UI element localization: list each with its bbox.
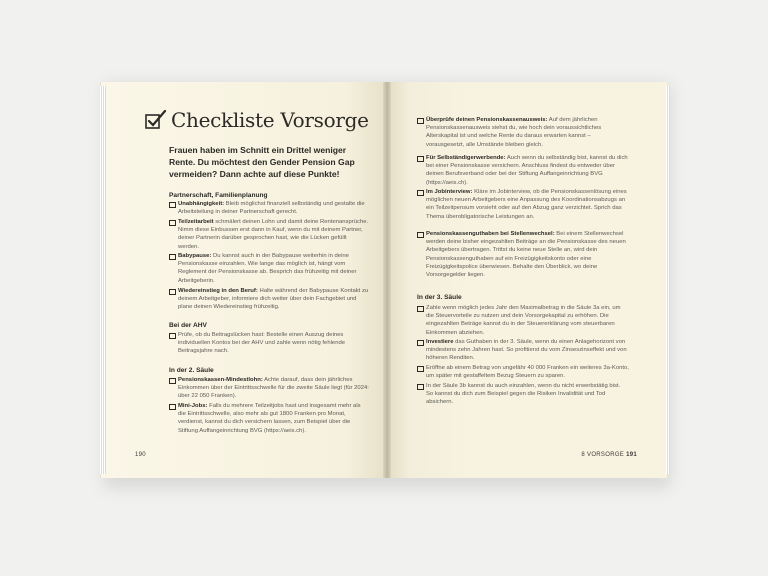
intro-text: Frauen haben im Schnitt ein Drittel weniger Rente. Du möchtest den Gender Pension Gap vermeiden? Dann achte auf diese Punkte!	[169, 145, 355, 179]
checkbox-icon	[417, 190, 424, 197]
section-heading-partnerschaft: Partnerschaft, Familienplanung	[169, 192, 268, 199]
page-edges-right	[666, 86, 670, 474]
section-heading-ahv: Bei der AHV	[169, 322, 207, 329]
title-row	[145, 108, 369, 132]
list-item: Wiedereinstieg in den Beruf: Halte während der Babypause Kontakt zu deinem Arbeitgeber, informiere dich weiter über dein Fachgebiet und plane deinen Wiedereinstieg frühzeitig.	[169, 287, 369, 312]
list-item: Eröffne ab einem Betrag von ungefähr 40 000 Franken ein weiteres 3a-Konto, um später mit gestaffeltem Bezug Steuern zu sparen.	[417, 364, 629, 380]
list-item: Prüfe, ob du Beitragslücken hast: Bestelle einen Auszug deines individuellen Kontos bei der AHV und zahle wenn nötig fehlende Beitragsjahre nach.	[169, 331, 369, 356]
book-spine	[383, 82, 391, 478]
checkbox-icon	[417, 118, 424, 125]
section-heading-3-saeule: In der 3. Säule	[417, 294, 462, 301]
checkbox-icon	[169, 254, 176, 261]
running-footer-right	[581, 452, 637, 458]
checkbox-icon	[169, 404, 176, 411]
page-number-right: 191	[626, 452, 637, 458]
checkbox-icon	[417, 156, 424, 163]
list-item: Mini-Jobs: Falls du mehrere Teilzeitjobs hast und insgesamt mehr als die Eintrittsschwelle, also mehr als gut 1800 Franken pro Monat, verdienst, kannst du dich versichern lassen, zum Beispiel über die Stiftung Auffangeinrichtung BVG (https://aeis.ch).	[169, 402, 369, 435]
list-item: In der Säule 3b kannst du auch einzahlen, wenn du nicht erwerbstätig bist. So kannst du dich zum Beispiel gegen die Risiken Invalidität und Tod absichern.	[417, 382, 629, 407]
list-item: Für Selbständigerwerbende: Auch wenn du selbständig bist, kannst du dich bei einer Pensionskasse versichern. Anschluss findest du entweder über deinen Berufsverband oder bei der Stiftung Auffangeinrichtung BVG (https://aeis.ch).	[417, 154, 629, 187]
running-head: 8 VORSORGE	[581, 452, 625, 458]
page-number-left: 190	[135, 452, 146, 458]
checkbox-icon	[417, 366, 424, 373]
list-item: Investiere das Guthaben in der 3. Säule, wenn du einen Anlagehorizont von mindestens zehn Jahren hast. So profitierst du vom Zinseszinseffekt und von höheren Renditen.	[417, 338, 629, 363]
checkbox-icon	[169, 220, 176, 227]
list-item: Zahle wenn möglich jedes Jahr den Maximalbetrag in die Säule 3a ein, um die Steuervorteile zu nutzen und dein Vorsorgekapital zu erhöhen. Die eingezahlten Beträge kannst du in der Steuererklärung vom steuerbaren Einkommen abziehen.	[417, 304, 629, 337]
list-item: Teilzeitarbeit schmälert deinen Lohn und damit deine Rentenansprüche. Nimm diese Einbussen erst dann in Kauf, wenn du mit deinem Partner, deiner Partnerin darüber gesprochen hast, wie die Lücken gefüllt werden.	[169, 218, 369, 251]
checkbox-icon	[169, 289, 176, 296]
left-page	[100, 82, 387, 478]
list-item: Unabhängigkeit: Bleib möglichst finanziell selbständig und gestalte die Arbeitsteilung in deiner Partnerschaft gerecht.	[169, 200, 369, 216]
page-edges-left	[100, 86, 106, 474]
checkbox-icon	[417, 306, 424, 313]
list-item: Babypause: Du kannst auch in der Babypause weiterhin in deine Pensionskasse einzahlen. Wie lange das möglich ist, hängt vom Reglement der Pensionskasse ab. Besprich das frühzeitig mit deiner Arbeitgeberin.	[169, 252, 369, 285]
page-title: Checkliste Vorsorge	[171, 108, 369, 132]
checkbox-check-icon	[145, 110, 167, 130]
right-page	[387, 82, 667, 478]
list-item: Pensionskassen-Mindestlohn: Achte darauf, dass dein jährliches Einkommen über der Eintrittsschwelle für die zweite Säule liegt (für 2024: über 22 050 Franken).	[169, 376, 369, 401]
checkbox-icon	[417, 384, 424, 391]
checkbox-icon	[417, 340, 424, 347]
checkbox-icon	[169, 333, 176, 340]
list-item: Pensionskassenguthaben bei Stellenwechsel: Bei einem Stellenwechsel werden deine bisher eingezahlten Beiträge an die Pensionskasse des neuen Arbeitgebers übertragen. Trittst du keine neue Stelle an, wird dein Pensionskassenguthaben auf ein Freizügigkeitskonto oder eine Freizügigkeitspolice überwiesen. Behalte den Überblick, wo deine Vorsorgegelder liegen.	[417, 230, 629, 279]
checkbox-icon	[169, 202, 176, 209]
list-item: Im Jobinterview: Kläre im Jobinterview, ob die Pensionskassenlösung eines möglichen neuen Arbeitgebers eine Anpassung des Koordinationsabzugs an ein Teilzeitpensum vorsieht oder auf den Abzug ganz verzichtet. Sprich das Thema überobligatorische Leistungen an.	[417, 188, 629, 221]
checkbox-icon	[417, 232, 424, 239]
list-item: Überprüfe deinen Pensionskassenausweis: Auf dem jährlichen Pensionskassenausweis siehst du, wie hoch dein voraussichtliches Alterskapital ist und welche Rente du daraus erwarten kannst – vorausgesetzt, alle Umstände bleiben gleich.	[417, 116, 629, 149]
section-heading-2-saeule: In der 2. Säule	[169, 367, 214, 374]
checkbox-icon	[169, 378, 176, 385]
